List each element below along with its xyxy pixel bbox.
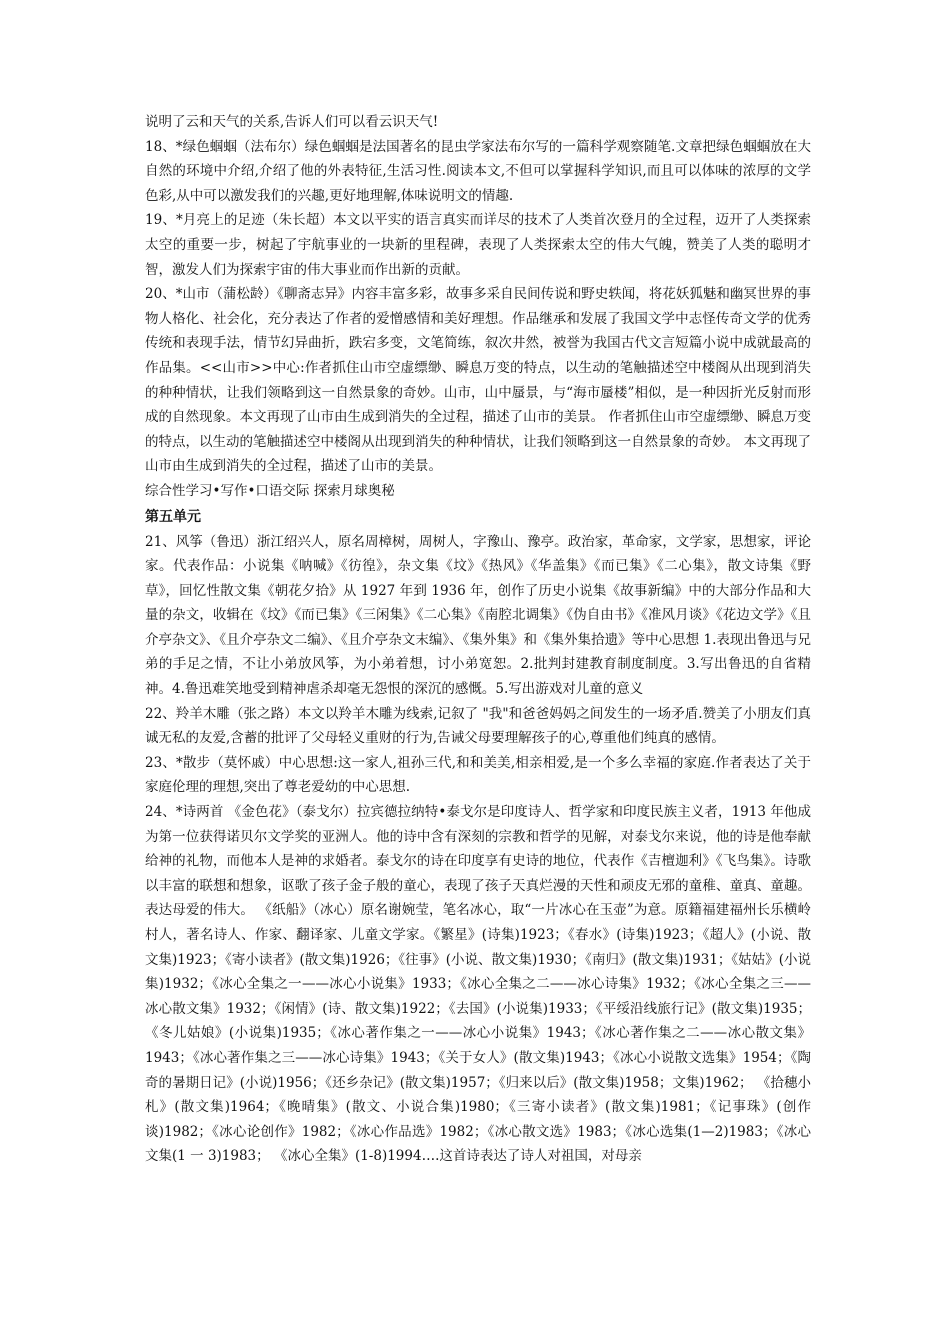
paragraph-20-mountain-market: 20、*山市（蒲松龄）《聊斋志异》内容丰富多彩，故事多采自民间传说和野史轶闻，将花妖狐魅和幽冥世界的事物人格化、社会化，充分表达了作者的爱憎感情和美好理想。作品继承和发展了我国文学中志怪传奇文学的优秀传统和表现手法，情节幻异曲折，跌宕多变，文笔简练，叙次井然，被誉为我国古代文言短篇小说中成就最高的作品集。<<山市>>中心:作者抓住山市空虚缥缈、瞬息万变的特点，以生动的笔触描述空中楼阁从出现到消失的种种情状，让我们领略到这一自然景象的奇妙。山市，山中蜃景，与“海市蜃楼”相似，是一种因折光反射而形成的自然现象。本文再现了山市由生成到消失的全过程，描述了山市的美景。 作者抓住山市空虚缥缈、瞬息万变的特点，以生动的笔触描述空中楼阁从出现到消失的种种情状，让我们领略到这一自然景象的奇妙。 本文再现了山市由生成到消失的全过程，描述了山市的美景。	[145, 286, 811, 475]
document-page	[145, 110, 811, 1169]
paragraph-19-moon-footprint: 19、*月亮上的足迹（朱长超）本文以平实的语言真实而详尽的技术了人类首次登月的全过程，迈开了人类探索太空的重要一步，树起了宇航事业的一块新的里程碑，表现了人类探索太空的伟大气魄，赞美了人类的聪明才智，激发人们为探索宇宙的伟大事业而作出新的贡献。	[145, 212, 811, 278]
paragraph-comprehensive-study: 综合性学习•写作•口语交际 探索月球奥秘	[145, 482, 395, 499]
paragraph-23-walk: 23、*散步（莫怀戚）中心思想:这一家人,祖孙三代,和和美美,相亲相爱,是一个多么幸福的家庭.作者表达了关于家庭伦理的理想,突出了尊老爱幼的中心思想.	[145, 754, 811, 796]
paragraph-24-two-poems: 24、*诗两首 《金色花》（泰戈尔）拉宾德拉纳特•泰戈尔是印度诗人、哲学家和印度民族主义者，1913 年他成为第一位获得诺贝尔文学奖的亚洲人。他的诗中含有深刻的宗教和哲学的见解，对泰戈尔来说，他的诗是他奉献给神的礼物，而他本人是神的求婚者。泰戈尔的诗在印度享有史诗的地位，代表作《吉檀迦利》《飞鸟集》。诗歌以丰富的联想和想象，讴歌了孩子金子般的童心，表现了孩子天真烂漫的天性和顽皮无邪的童稚、童真、童趣。表达母爱的伟大。 《纸船》（冰心）原名谢婉莹，笔名冰心，取“一片冰心在玉壶”为意。原籍福建福州长乐横岭村人，著名诗人、作家、翻译家、儿童文学家。《繁星》(诗集)1923；《春水》(诗集)1923；《超人》(小说、散文集)1923；《寄小读者》(散文集)1926；《往事》(小说、散文集)1930；《南归》(散文集)1931；《姑姑》(小说集)1932；《冰心全集之一——冰心小说集》1933；《冰心全集之二——冰心诗集》1932；《冰心全集之三——冰心散文集》1932；《闲情》(诗、散文集)1922；《去国》(小说集)1933；《平绥沿线旅行记》(散文集)1935；《冬儿姑娘》(小说集)1935；《冰心著作集之一——冰心小说集》1943；《冰心著作集之二——冰心散文集》1943；《冰心著作集之三——冰心诗集》1943；《关于女人》(散文集)1943；《冰心小说散文选集》1954；《陶奇的暑期日记》(小说)1956；《还乡杂记》(散文集)1957；《归来以后》(散文集)1958；文集)1962； 《拾穗小札》(散文集)1964；《晚晴集》(散文、小说合集)1980；《三寄小读者》(散文集)1981；《记事珠》(创作谈)1982；《冰心论创作》1982；《冰心作品选》1982；《冰心散文选》1983；《冰心选集(1—2)1983；《冰心文集(1 一 3)1983； 《冰心全集》(1-8)1994….这首诗表达了诗人对祖国，对母亲	[145, 804, 811, 1165]
unit-heading: 第五单元	[145, 508, 201, 525]
paragraph-21-kite: 21、风筝（鲁迅）浙江绍兴人，原名周樟树，周树人，字豫山、豫亭。政治家，革命家，文学家，思想家，评论家。代表作品：小说集《呐喊》《彷徨》，杂文集《坟》《热风》《华盖集》《而已集》《二心集》，散文诗集《野草》，回忆性散文集《朝花夕拾》从 1927 年到 1936 年，创作了历史小说集《故事新编》中的大部分作品和大量的杂文，收辑在《坟》《而已集》《三闲集》《二心集》《南腔北调集》《伪自由书》《准风月谈》《花边文学》《且介亭杂文》、《且介亭杂文二编》、《且介亭杂文末编》、《集外集》和《集外集拾遗》等中心思想 1.表现出鲁迅与兄弟的手足之情，不让小弟放风筝，为小弟着想，讨小弟宽恕。2.批判封建教育制度制度。3.写出鲁迅的自省精神。4.鲁迅难笑地受到精神虐杀却毫无怨恨的深沉的感慨。5.写出游戏对儿童的意义	[145, 533, 811, 698]
paragraph-cloud-weather: 说明了云和天气的关系,告诉人们可以看云识天气!	[145, 114, 439, 130]
paragraph-22-antelope-carving: 22、羚羊木雕（张之路）本文以羚羊木雕为线索,记叙了 "我"和爸爸妈妈之间发生的一场矛盾.赞美了小朋友们真诚无私的友爱,含蓄的批评了父母轻义重财的行为,告诫父母要理解孩子的心,尊重他们纯真的感情。	[145, 705, 811, 747]
paragraph-18-green-katydid: 18、*绿色蝈蝈（法布尔）绿色蝈蝈是法国著名的昆虫学家法布尔写的一篇科学观察随笔.文章把绿色蝈蝈放在大自然的环境中介绍,介绍了他的外表特征,生活习性.阅读本文,不但可以掌握科学知识,而且可以体味的浓厚的文学色彩,从中可以激发我们的兴趣,更好地理解,体味说明文的情趣.	[145, 138, 811, 204]
